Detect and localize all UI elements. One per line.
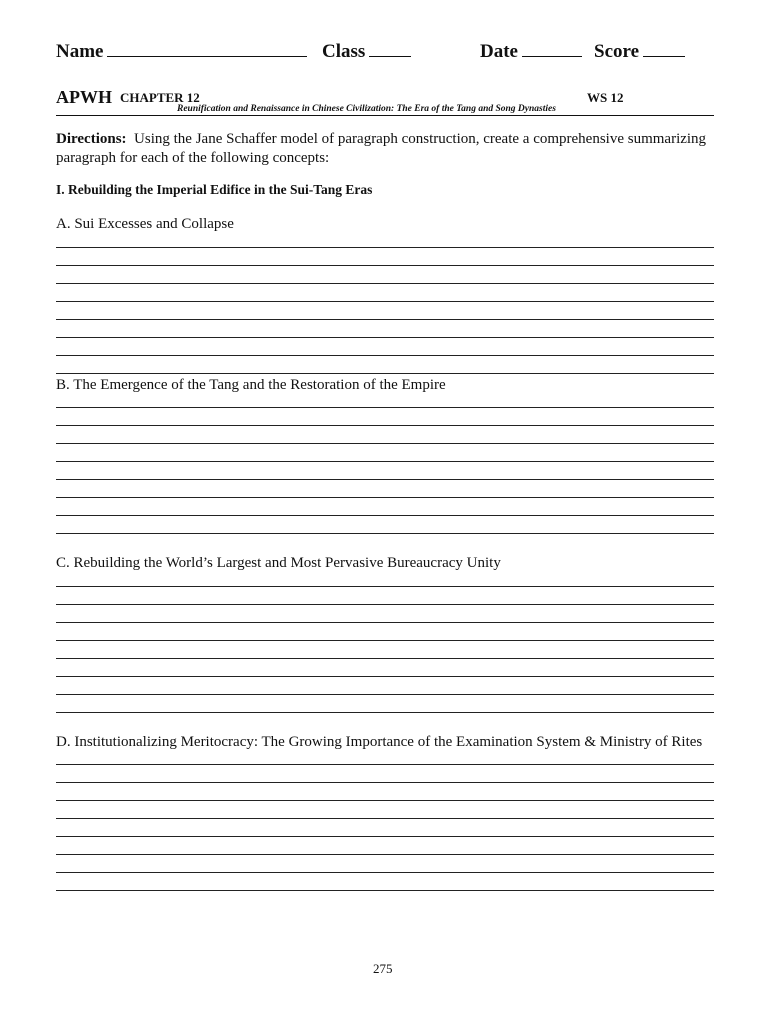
answer-line-b-8[interactable]: [56, 533, 714, 534]
header-rule: [56, 115, 714, 116]
answer-line-d-5[interactable]: [56, 836, 714, 837]
answer-line-b-7[interactable]: [56, 515, 714, 516]
answer-line-d-3[interactable]: [56, 800, 714, 801]
directions-block: [56, 130, 706, 168]
section-b-title: B. The Emergence of the Tang and the Restoration of the Empire: [56, 377, 446, 393]
worksheet-label: WS 12: [587, 90, 624, 105]
date-blank[interactable]: [522, 41, 582, 57]
answer-line-a-8[interactable]: [56, 373, 714, 374]
answer-line-d-7[interactable]: [56, 872, 714, 873]
subtitle: Reunification and Renaissance in Chinese Civilization: The Era of the Tang and Song Dynasties: [177, 104, 556, 114]
answer-line-c-3[interactable]: [56, 622, 714, 623]
answer-line-b-4[interactable]: [56, 461, 714, 462]
section-d-title: D. Institutionalizing Meritocracy: The Growing Importance of the Examination System & Ministry of Rites: [56, 734, 703, 750]
answer-line-a-7[interactable]: [56, 355, 714, 356]
section-c-title: C. Rebuilding the World’s Largest and Most Pervasive Bureaucracy Unity: [56, 555, 501, 571]
answer-line-c-1[interactable]: [56, 586, 714, 587]
part-heading: I. Rebuilding the Imperial Edifice in the Sui-Tang Eras: [56, 182, 373, 197]
name-blank[interactable]: [107, 41, 307, 57]
date-label: Date: [480, 41, 518, 62]
score-label: Score: [594, 41, 640, 62]
answer-line-d-4[interactable]: [56, 818, 714, 819]
chapter-label: CHAPTER 12: [120, 90, 200, 105]
answer-line-a-1[interactable]: [56, 247, 714, 248]
score-field[interactable]: [594, 41, 685, 63]
answer-line-c-8[interactable]: [56, 712, 714, 713]
date-field[interactable]: [480, 41, 582, 63]
answer-line-d-1[interactable]: [56, 764, 714, 765]
answer-line-c-5[interactable]: [56, 658, 714, 659]
score-blank[interactable]: [643, 41, 685, 57]
answer-line-a-2[interactable]: [56, 265, 714, 266]
section-a-title: A. Sui Excesses and Collapse: [56, 216, 234, 232]
answer-line-c-7[interactable]: [56, 694, 714, 695]
answer-line-a-6[interactable]: [56, 337, 714, 338]
name-field[interactable]: [56, 41, 307, 63]
answer-line-a-3[interactable]: [56, 283, 714, 284]
directions-line-1: [56, 130, 706, 149]
class-blank[interactable]: [369, 41, 411, 57]
answer-line-a-5[interactable]: [56, 319, 714, 320]
class-label: Class: [322, 41, 366, 62]
answer-line-a-4[interactable]: [56, 301, 714, 302]
answer-line-b-5[interactable]: [56, 479, 714, 480]
answer-line-d-8[interactable]: [56, 890, 714, 891]
answer-line-d-2[interactable]: [56, 782, 714, 783]
answer-line-b-2[interactable]: [56, 425, 714, 426]
answer-line-b-3[interactable]: [56, 443, 714, 444]
course-code: APWH: [56, 87, 112, 107]
directions-label: Directions:: [56, 131, 127, 147]
answer-line-c-2[interactable]: [56, 604, 714, 605]
answer-line-c-6[interactable]: [56, 676, 714, 677]
answer-line-b-6[interactable]: [56, 497, 714, 498]
answer-line-c-4[interactable]: [56, 640, 714, 641]
answer-line-b-1[interactable]: [56, 407, 714, 408]
page-number: 275: [373, 961, 393, 976]
directions-text-1: Using the Jane Schaffer model of paragraph construction, create a comprehensive summarizing: [134, 131, 707, 147]
class-field[interactable]: [322, 41, 411, 63]
answer-line-d-6[interactable]: [56, 854, 714, 855]
name-label: Name: [56, 41, 104, 62]
directions-line-2: paragraph for each of the following concepts:: [56, 150, 330, 166]
